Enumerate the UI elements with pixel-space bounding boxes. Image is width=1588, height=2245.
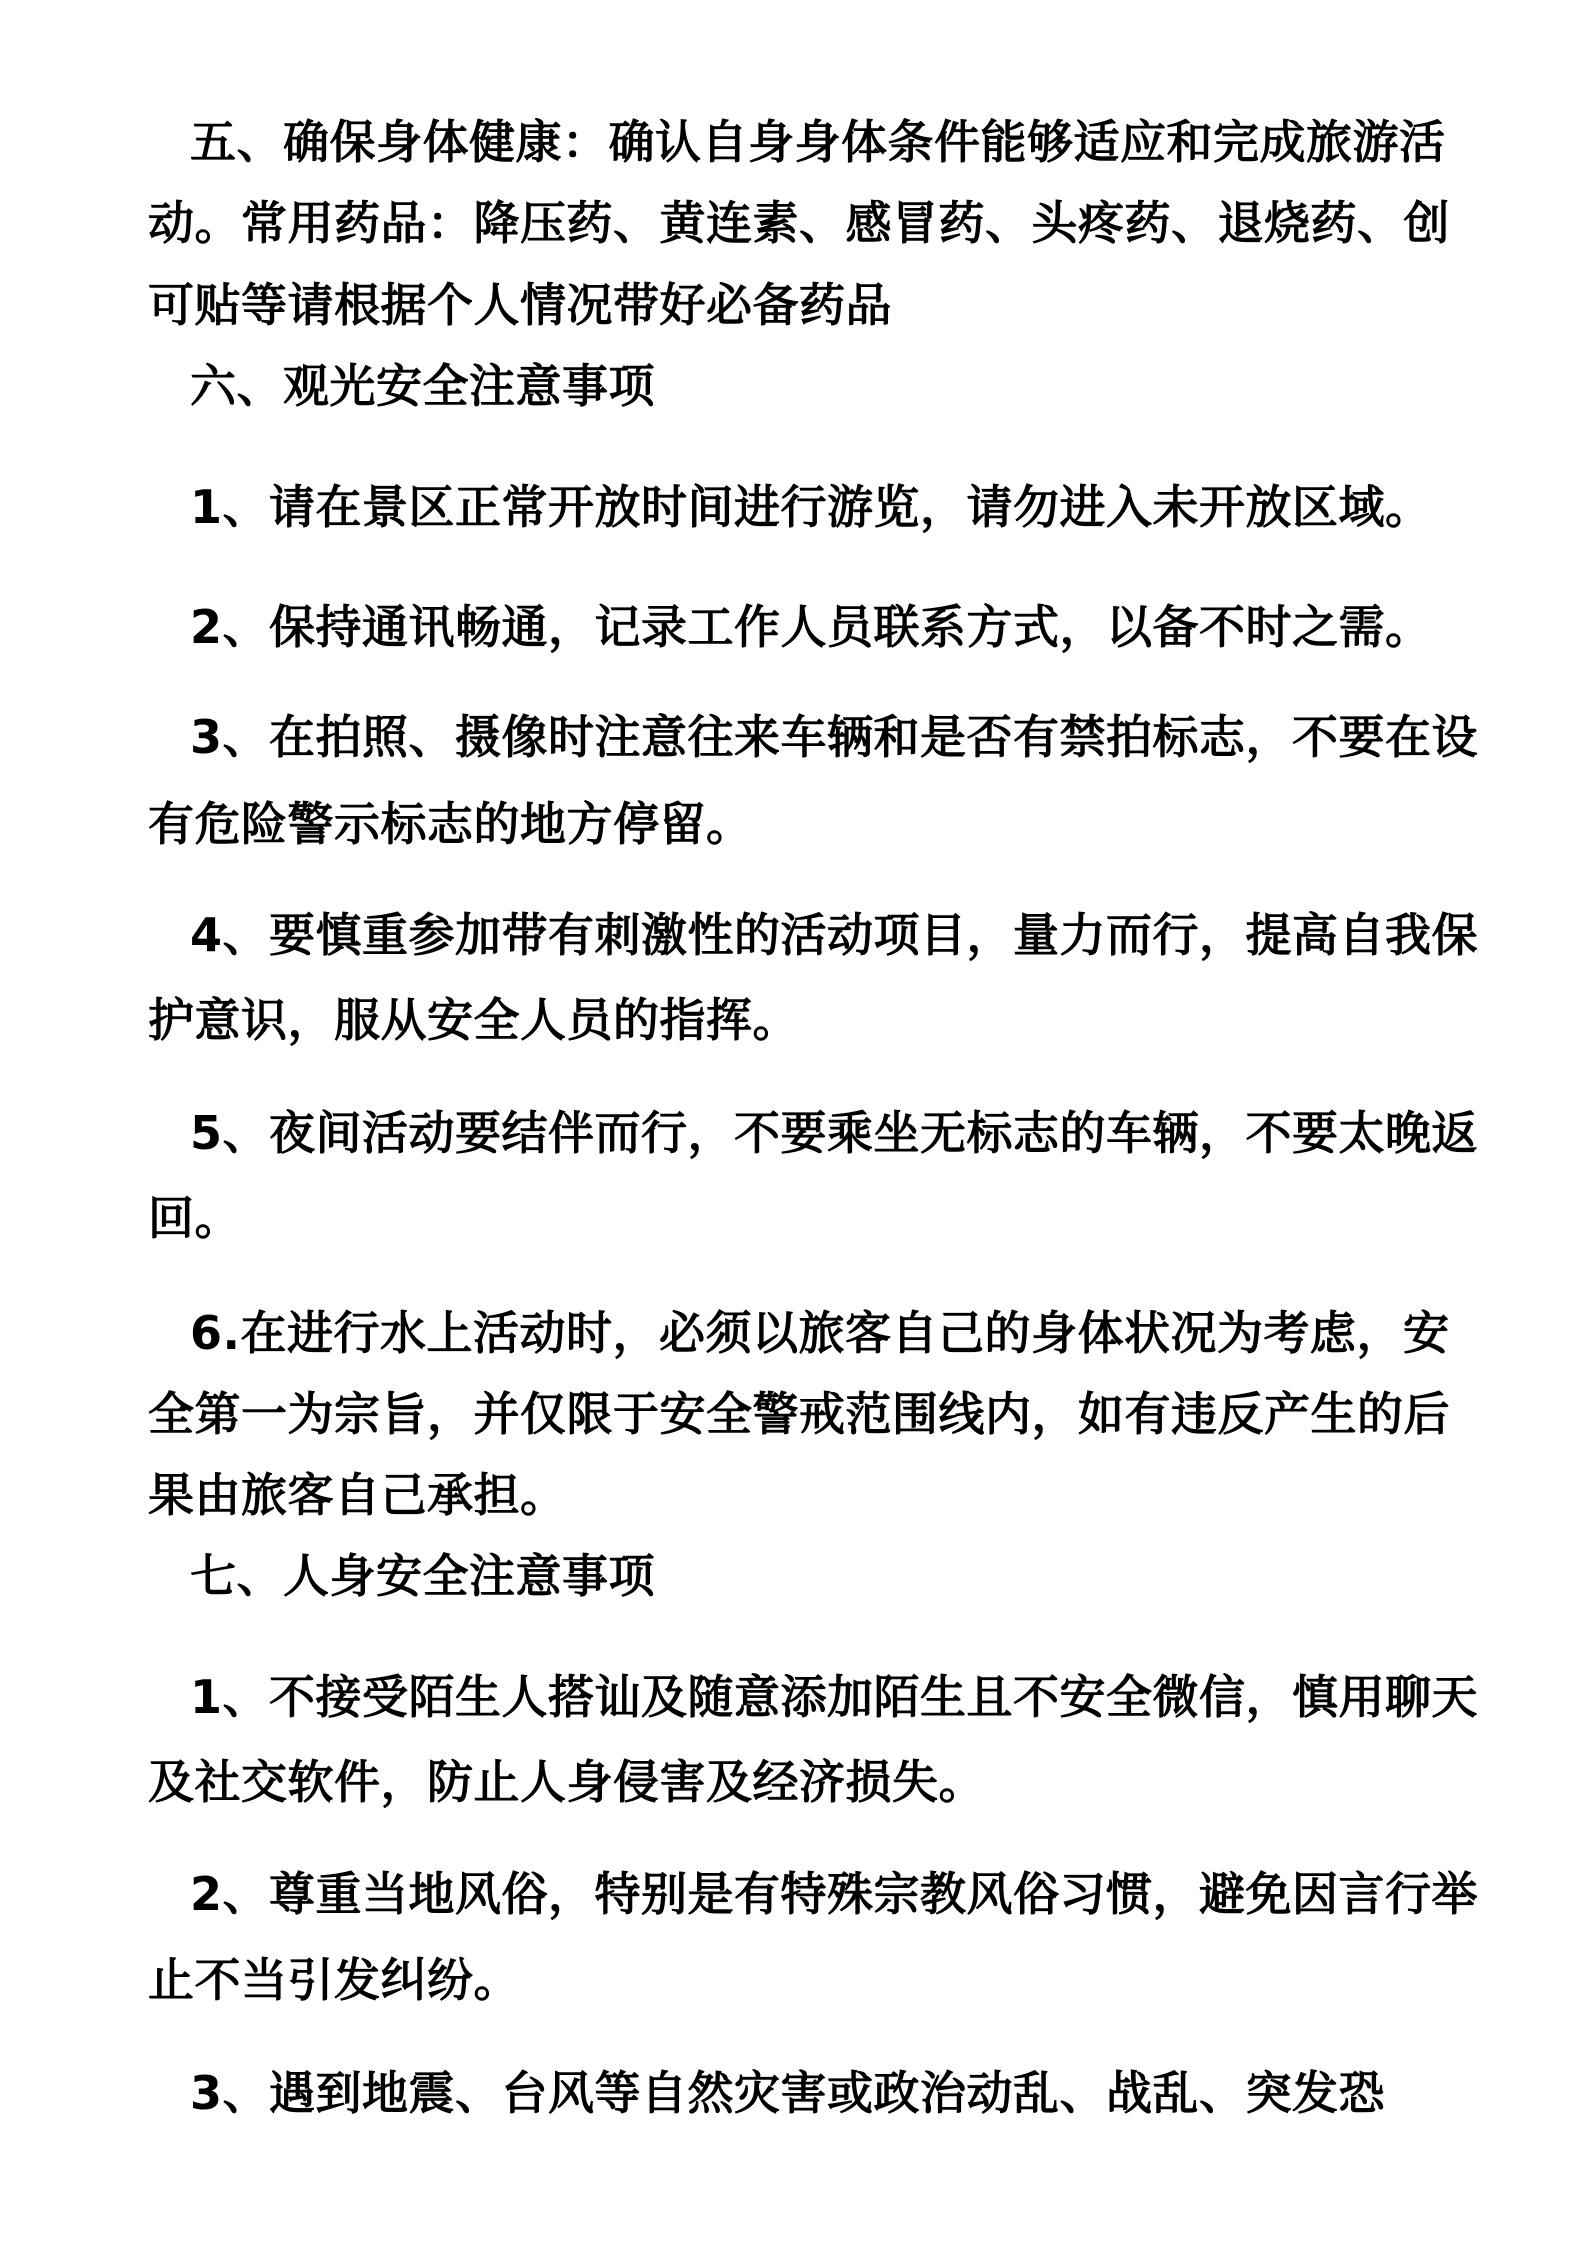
list-item-line: 果由旅客自己承担。 xyxy=(148,1468,567,1522)
list-item-line: 2、保持通讯畅通，记录工作人员联系方式，以备不时之需。 xyxy=(190,600,1432,654)
list-item-line: 6.在进行水上活动时，必须以旅客自己的身体状况为考虑，安 xyxy=(190,1306,1450,1360)
list-item-line: 护意识，服从安全人员的指挥。 xyxy=(148,993,799,1047)
list-item-line: 止不当引发纠纷。 xyxy=(148,1953,520,2007)
paragraph-line: 动。常用药品：降压药、黄连素、感冒药、头疼药、退烧药、创 xyxy=(148,196,1450,250)
paragraph-line: 可贴等请根据个人情况带好必备药品 xyxy=(148,278,892,332)
list-item-line: 全第一为宗旨，并仅限于安全警戒范围线内，如有违反产生的后 xyxy=(148,1387,1450,1441)
section-heading: 六、观光安全注意事项 xyxy=(190,359,655,413)
list-item-line: 3、遇到地震、台风等自然灾害或政治动乱、战乱、突发恐 xyxy=(190,2066,1386,2120)
list-item-line: 5、夜间活动要结伴而行，不要乘坐无标志的车辆，不要太晚返 xyxy=(190,1106,1479,1160)
list-item-line: 2、尊重当地风俗，特别是有特殊宗教风俗习惯，避免因言行举 xyxy=(190,1867,1479,1921)
list-item-line: 1、请在景区正常开放时间进行游览，请勿进入未开放区域。 xyxy=(190,480,1432,534)
section-heading: 七、人身安全注意事项 xyxy=(190,1549,655,1603)
list-item-line: 回。 xyxy=(148,1191,241,1245)
list-item-line: 4、要慎重参加带有刺激性的活动项目，量力而行，提高自我保 xyxy=(190,908,1479,962)
list-item-line: 1、不接受陌生人搭讪及随意添加陌生且不安全微信，慎用聊天 xyxy=(190,1670,1479,1724)
list-item-line: 有危险警示标志的地方停留。 xyxy=(148,797,753,851)
list-item-line: 及社交软件，防止人身侵害及经济损失。 xyxy=(148,1755,985,1809)
list-item-line: 3、在拍照、摄像时注意往来车辆和是否有禁拍标志，不要在设 xyxy=(190,710,1479,764)
paragraph-line: 五、确保身体健康：确认自身身体条件能够适应和完成旅游活 xyxy=(190,115,1446,169)
